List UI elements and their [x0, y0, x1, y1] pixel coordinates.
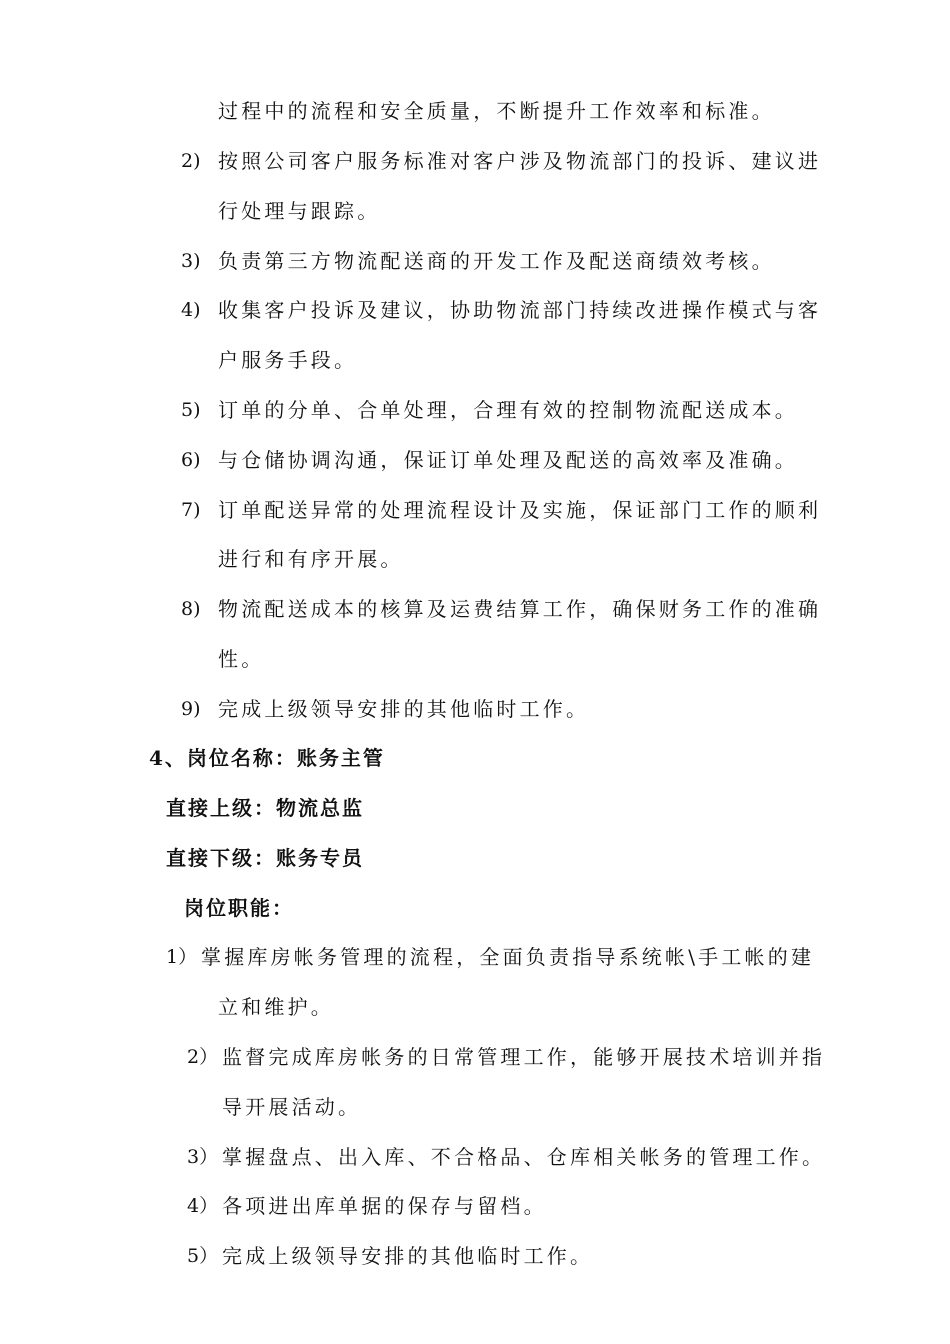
list-item-text: 收集客户投诉及建议，协助物流部门持续改进操作模式与客: [218, 298, 822, 322]
list-item-text: 行处理与跟踪。: [218, 199, 381, 223]
list-item-text: 户服务手段。: [218, 348, 358, 372]
list-item-number: 8): [181, 598, 201, 620]
list-item-text: 订单配送异常的处理流程设计及实施，保证部门工作的顺利: [218, 498, 822, 522]
list-item-text: 掌握盘点、出入库、不合格品、仓库相关帐务的管理工作。: [222, 1145, 826, 1169]
list-item-text: 物流配送成本的核算及运费结算工作，确保财务工作的准确: [218, 597, 822, 621]
list-item-text: 立和维护。: [218, 995, 334, 1019]
list-item-number: 5): [181, 399, 201, 421]
list-item-text: 性。: [218, 647, 265, 671]
direct-subordinate: 直接下级：账务专员: [166, 846, 364, 870]
list-item-text: 监督完成库房帐务的日常管理工作，能够开展技术培训并指: [222, 1045, 826, 1069]
list-item-text: 进行和有序开展。: [218, 547, 404, 571]
list-item-number: 2）: [187, 1046, 219, 1068]
list-item-text: 各项进出库单据的保存与留档。: [222, 1194, 547, 1218]
list-item-text: 与仓储协调沟通，保证订单处理及配送的高效率及准确。: [218, 448, 798, 472]
list-item-number: 9): [181, 698, 201, 720]
list-item-number: 3): [181, 250, 201, 272]
list-item-number: 1）: [166, 946, 198, 968]
list-item-text: 订单的分单、合单处理，合理有效的控制物流配送成本。: [218, 398, 798, 422]
list-item-number: 7): [181, 499, 201, 521]
list-item-number: 4): [181, 299, 201, 321]
list-item-text: 完成上级领导安排的其他临时工作。: [218, 697, 590, 721]
list-item-text: 导开展活动。: [222, 1095, 362, 1119]
section-heading: 4、岗位名称：账务主管: [149, 746, 385, 770]
list-item-number: 2): [181, 150, 201, 172]
list-item-text: 负责第三方物流配送商的开发工作及配送商绩效考核。: [218, 249, 775, 273]
list-item-number: 6): [181, 449, 201, 471]
list-item-number: 4）: [187, 1195, 219, 1217]
list-item-text: 过程中的流程和安全质量，不断提升工作效率和标准。: [218, 99, 775, 123]
list-item-text: 掌握库房帐务管理的流程，全面负责指导系统帐\手工帐的建: [201, 945, 815, 969]
list-item-number: 3）: [187, 1146, 219, 1168]
list-item-text: 按照公司客户服务标准对客户涉及物流部门的投诉、建议进: [218, 149, 822, 173]
duties-label: 岗位职能：: [184, 896, 294, 920]
list-item-number: 5）: [187, 1245, 219, 1267]
list-item-text: 完成上级领导安排的其他临时工作。: [222, 1244, 594, 1268]
direct-superior: 直接上级：物流总监: [166, 796, 364, 820]
